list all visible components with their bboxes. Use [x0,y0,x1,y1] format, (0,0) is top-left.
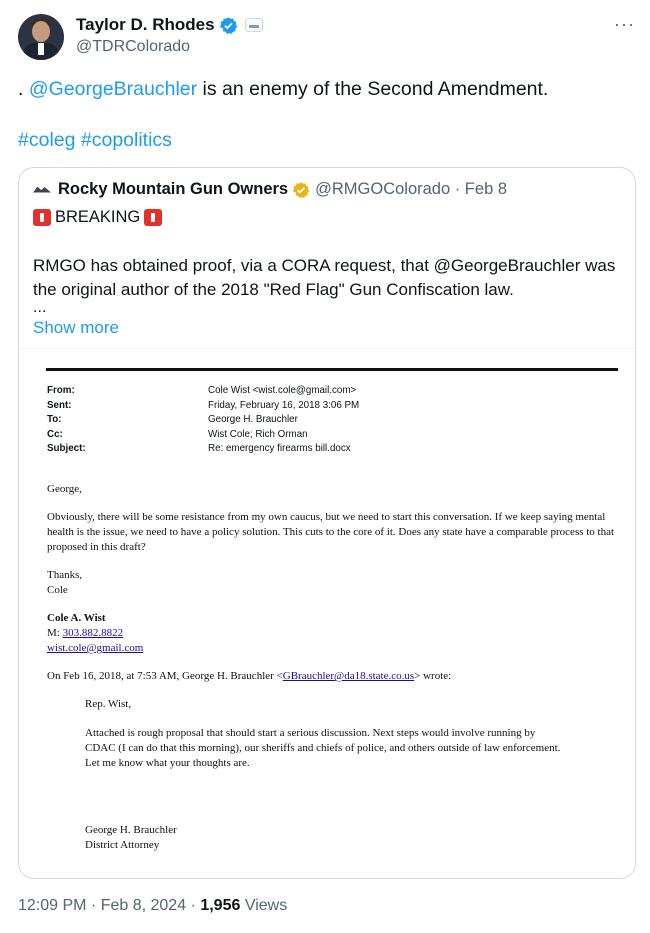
quote-author-name: Rocky Mountain Gun Owners [58,180,289,198]
phone-link[interactable]: 303.882.8822 [62,627,124,639]
email-header-row [47,428,359,443]
header-key: From: [47,385,75,396]
views-label: Views [240,897,288,914]
gold-verified-badge-icon [292,181,310,199]
email-thanks: Thanks, [47,569,83,581]
author-name[interactable]: Taylor D. Rhodes [76,15,215,34]
signature-phone-line [47,626,123,641]
email-header-row [47,399,359,414]
attribution-suffix: > wrote: [414,670,452,682]
attribution-text: On Feb 16, 2018, at 7:53 AM, George H. Brauchler < [47,670,283,682]
email-header-row [47,413,359,428]
author-handle[interactable]: @TDRColorado [76,38,191,55]
email-header-row [47,442,359,457]
tweet-prefix: . [18,78,29,100]
quoted-salutation: Rep. Wist, [85,698,132,710]
tweet-meta [18,897,287,915]
email-headers [47,384,359,457]
show-more-link[interactable]: Show more [33,318,119,337]
header-value: Wist Cole; Rich Orman [208,428,308,440]
quote-body: RMGO has obtained proof, via a CORA request, that @GeorgeBrauchler was the original author of the 2018 "Red Flag" Gun Confiscation law. [33,256,616,299]
quoted-paragraph: Attached is rough proposal that should start a serious discussion. Next steps would involve running by CDAC (I can do that this morning), our sheriffs and chiefs of police, and others outside of law enforcement. Let me know what your thoughts are. [85,727,561,769]
author-name-row[interactable] [76,15,263,35]
hashtags[interactable]: #coleg #copolitics [18,129,172,151]
views-count: 1,956 [200,897,241,914]
header-value: Cole Wist <wist.cole@gmail.com> [208,385,357,396]
header-key: Cc: [47,428,63,440]
email-sign: Cole [47,584,68,596]
email-screenshot-image[interactable] [19,348,636,879]
quote-header [33,180,507,199]
breaking-text: BREAKING [55,208,141,226]
email-header-rule [46,368,618,371]
phone-label: M: [47,627,63,639]
signature-name: Cole A. Wist [47,612,106,624]
verified-badge-icon [219,16,238,35]
quoted-tweet[interactable] [18,167,636,879]
header-value: George H. Brauchler [208,414,298,425]
tweet-text [18,77,628,101]
quote-ellipsis: ... [33,299,47,316]
header-key: To: [47,414,62,425]
siren-icon [33,209,51,226]
header-key: Subject: [47,443,86,454]
header-value: Re: emergency firearms bill.docx [208,443,351,454]
email-greeting: George, [47,483,82,495]
email-header-row [47,384,359,399]
header-key: Sent: [47,399,72,411]
mention-link[interactable]: @GeorgeBrauchler [28,78,198,100]
tweet-body: is an enemy of the Second Amendment. [197,78,549,100]
signature-email-link[interactable]: wist.cole@gmail.com [47,642,144,654]
quote-handle-date: @RMGOColorado · Feb 8 [315,180,508,198]
timestamp[interactable]: 12:09 PM · Feb 8, 2024 · [18,897,201,914]
quoted-signature-name: George H. Brauchler [85,824,177,836]
affiliate-flag-icon[interactable] [245,18,263,32]
quoted-signature-title: District Attorney [85,839,160,851]
attribution-email-link[interactable]: GBrauchler@da18.state.co.us [282,670,415,682]
more-options-icon[interactable]: ··· [614,14,635,34]
breaking-line [33,208,162,227]
rmgo-logo-icon [33,184,51,196]
email-paragraph: Obviously, there will be some resistance from my own caucus, but we need to start this conversation. If we keep saying mental health is the issue, we need to have a policy solution. This cuts to the core of it. Does any state have a comparable process to that proposed in this draft? [47,511,615,553]
reply-attribution [47,669,451,684]
siren-icon [144,209,162,226]
avatar[interactable] [18,14,64,60]
header-value: Friday, February 16, 2018 3:06 PM [208,399,360,411]
